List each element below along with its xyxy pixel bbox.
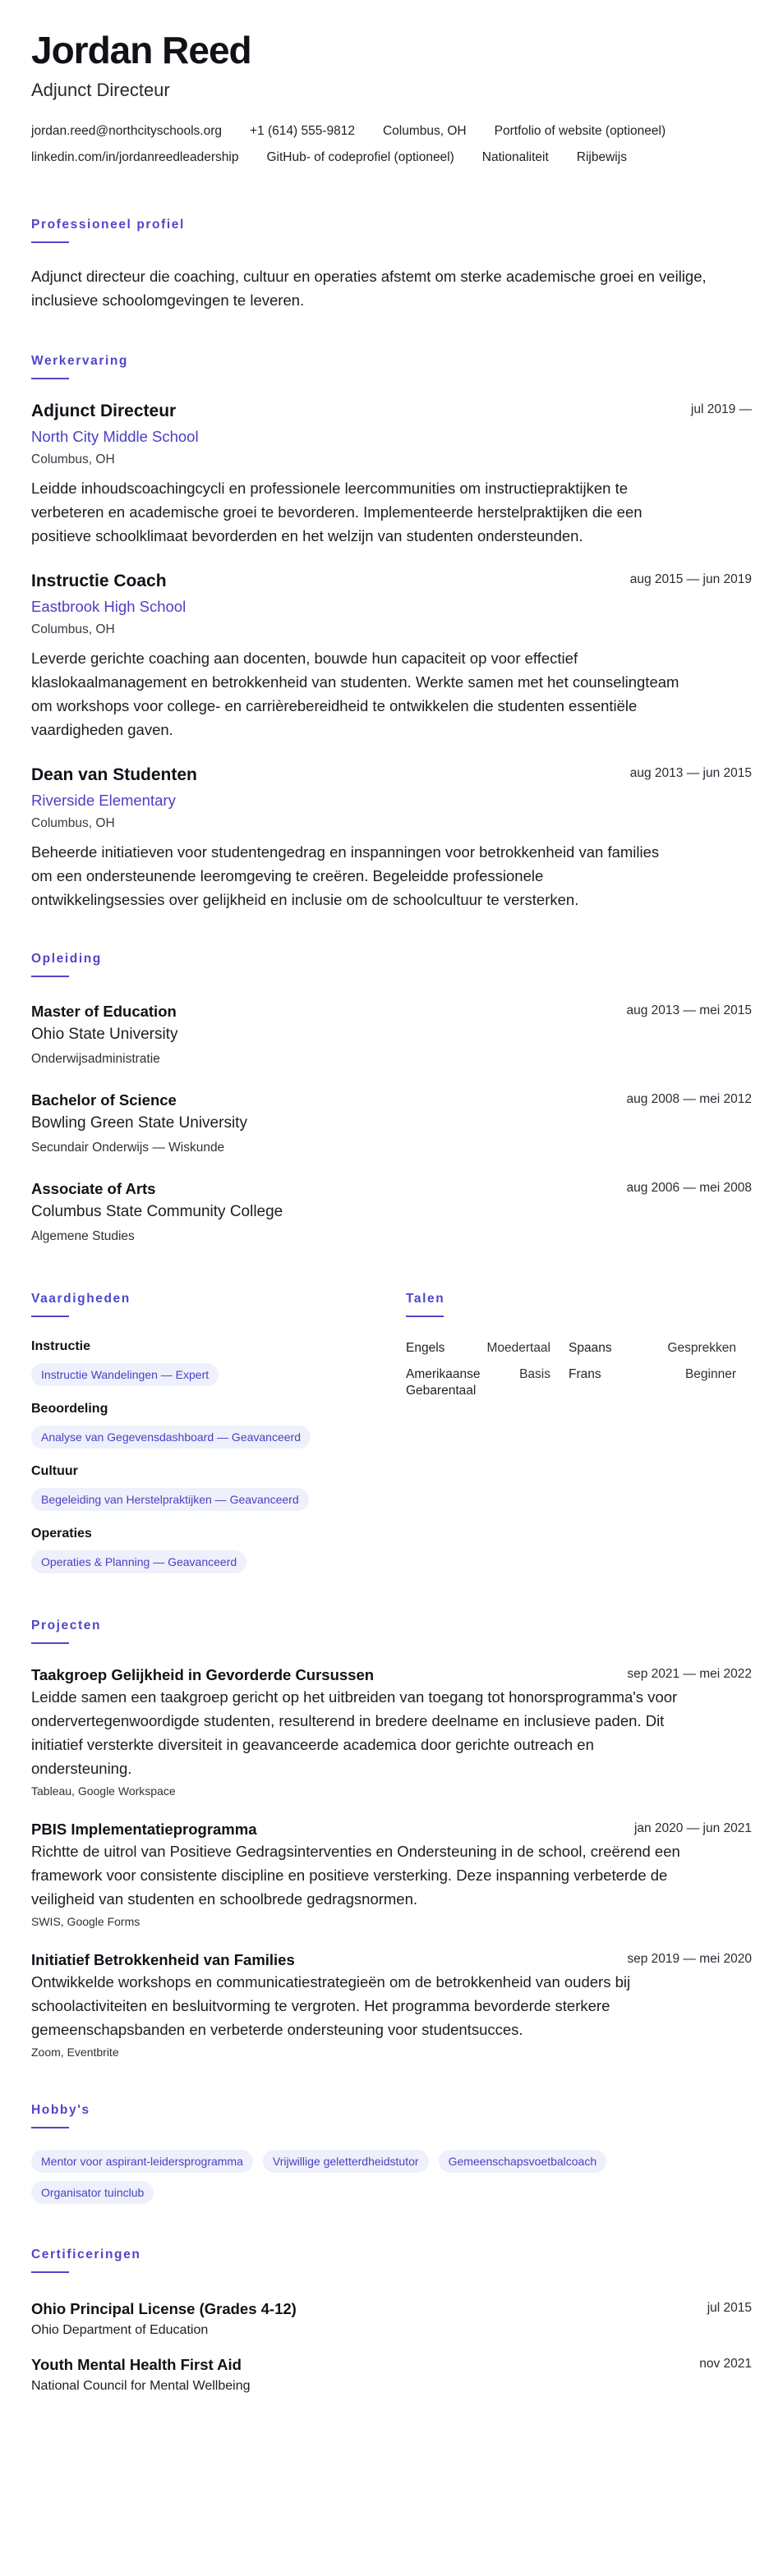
job-company: Riverside Elementary [31, 792, 176, 809]
project-description: Richtte de uitrol van Positieve Gedragsinterventies en Ondersteuning in de school, creërend een framework voor consistente discipline en positieve versterking. Deze inspanning verbeterde de veiligheid van studenten en schoolbrede gedragsnormen. [31, 1843, 680, 1908]
job-location: Columbus, OH [31, 622, 115, 636]
education-school: Columbus State Community College [31, 1203, 283, 1220]
job-title: Instructie Coach [31, 572, 167, 590]
education-degree: Associate of Arts [31, 1180, 156, 1197]
section-title-profile: Professioneel profiel [31, 218, 185, 232]
experience-section [31, 353, 752, 911]
hobby-chip: Vrijwillige geletterdheidstutor [263, 2150, 429, 2173]
language-level: Gesprekken [667, 1341, 736, 1355]
education-degree: Master of Education [31, 1003, 177, 1020]
skills-languages-row [31, 1291, 752, 1573]
project-entry [31, 1950, 752, 2059]
section-divider [31, 241, 69, 243]
project-title: Taakgroep Gelijkheid in Gevorderde Cursussen [31, 1666, 375, 1683]
project-description: Ontwikkelde workshops en communicatiestrategieën om de betrokkenheid van ouders bij schoolactiviteiten en besluitvorming te vergroten. Het programma bevorderde sterkere gemeenschapsbanden en verbeterde ondersteuning voor studentsucces. [31, 1973, 631, 2038]
languages-section [406, 1291, 751, 1573]
hobby-chip: Mentor voor aspirant-leidersprogramma [31, 2150, 253, 2173]
contact-linkedin[interactable]: linkedin.com/in/jordanreedleadership [31, 150, 239, 164]
certification-date: nov 2021 [699, 2357, 752, 2371]
language-level: Basis [519, 1367, 550, 1381]
project-dates: sep 2019 — mei 2020 [627, 1952, 752, 1966]
hobby-chip: Gemeenschapsvoetbalcoach [439, 2150, 607, 2173]
skill-category: Operaties [31, 1527, 92, 1541]
job-description: Leidde inhoudscoachingcycli en professionele leercommunities om instructiepraktijken te verbeteren en academische groei te bevorderen. Implementeerde herstelpraktijken die een positieve schoolklimaat bevorderden en het welzijn van studenten ondersteunden. [31, 480, 643, 544]
certification-name: Youth Mental Health First Aid [31, 2356, 242, 2373]
skill-category: Beoordeling [31, 1402, 108, 1416]
job-title: Dean van Studenten [31, 765, 197, 784]
contact-portfolio[interactable]: Portfolio of website (optioneel) [494, 124, 666, 138]
job-location: Columbus, OH [31, 452, 115, 466]
resume-header [31, 30, 752, 166]
education-degree: Bachelor of Science [31, 1091, 177, 1109]
language-level: Moedertaal [486, 1341, 550, 1355]
skill-group [31, 1526, 406, 1573]
candidate-name: Jordan Reed [31, 29, 251, 71]
section-divider [31, 1642, 69, 1644]
education-dates: aug 2006 — mei 2008 [626, 1181, 752, 1195]
certification-date: jul 2015 [707, 2301, 752, 2315]
job-description: Leverde gerichte coaching aan docenten, bouwde hun capaciteit op voor effectief klaslokaalmanagement en betrokkenheid van studenten. Werkte samen met het counselingteam om workshops voor college- en carrièrebereidheid te ontwikkelen die studenten essentiële vaardigheden gaven. [31, 650, 679, 738]
section-divider [31, 2127, 69, 2128]
education-field: Algemene Studies [31, 1229, 135, 1243]
education-school: Ohio State University [31, 1026, 178, 1043]
education-entry [31, 1002, 752, 1068]
job-entry [31, 571, 752, 742]
skill-group [31, 1463, 406, 1511]
education-dates: aug 2013 — mei 2015 [626, 1003, 752, 1017]
section-title-certifications: Certificeringen [31, 2248, 141, 2261]
project-entry [31, 1820, 752, 1929]
skill-chip: Analyse van Gegevensdashboard — Geavanceerd [31, 1426, 311, 1449]
job-dates: aug 2013 — jun 2015 [629, 766, 752, 780]
skill-group [31, 1401, 406, 1449]
section-divider [406, 1316, 444, 1317]
job-location: Columbus, OH [31, 816, 115, 830]
certification-name: Ohio Principal License (Grades 4-12) [31, 2300, 297, 2317]
project-entry [31, 1665, 752, 1798]
section-title-hobbies: Hobby's [31, 2103, 90, 2117]
section-title-experience: Werkervaring [31, 354, 128, 368]
project-tools: SWIS, Google Forms [31, 1915, 140, 1928]
job-title: Adjunct Directeur [31, 402, 177, 420]
language-name: Frans [569, 1367, 601, 1381]
project-dates: jan 2020 — jun 2021 [633, 1821, 752, 1835]
education-entry [31, 1179, 752, 1245]
certification-entry [31, 2355, 752, 2395]
education-school: Bowling Green State University [31, 1114, 247, 1132]
contact-list [31, 123, 752, 166]
skill-category: Cultuur [31, 1464, 78, 1478]
contact-nationality: Nationaliteit [481, 150, 549, 164]
profile-summary: Adjunct directeur die coaching, cultuur en operaties afstemt om sterke academische groei en veilige, inclusieve schoolomgevingen te leveren. [31, 268, 707, 309]
language-name: Spaans [569, 1341, 612, 1355]
skill-group [31, 1339, 406, 1386]
job-dates: jul 2019 — [690, 402, 752, 416]
project-tools: Tableau, Google Workspace [31, 1784, 176, 1798]
section-title-languages: Talen [406, 1292, 445, 1306]
skill-chip: Operaties & Planning — Geavanceerd [31, 1550, 246, 1573]
education-entry [31, 1091, 752, 1156]
section-title-skills: Vaardigheden [31, 1292, 131, 1306]
language-name: Amerikaanse Gebarentaal [406, 1367, 481, 1398]
section-title-education: Opleiding [31, 952, 102, 966]
certifications-section [31, 2247, 752, 2395]
contact-location: Columbus, OH [382, 124, 467, 138]
hobbies-section [31, 2102, 752, 2204]
skill-category: Instructie [31, 1339, 91, 1353]
candidate-title: Adjunct Directeur [31, 80, 170, 100]
hobby-chip: Organisator tuinclub [31, 2181, 154, 2204]
education-dates: aug 2008 — mei 2012 [626, 1092, 752, 1106]
job-dates: aug 2015 — jun 2019 [629, 572, 752, 586]
job-company: Eastbrook High School [31, 598, 187, 615]
section-divider [31, 976, 69, 977]
contact-github[interactable]: GitHub- of codeprofiel (optioneel) [266, 150, 454, 164]
job-entry [31, 401, 752, 548]
project-title: PBIS Implementatieprogramma [31, 1821, 257, 1838]
job-company: North City Middle School [31, 428, 199, 445]
certification-issuer: National Council for Mental Wellbeing [31, 2379, 251, 2393]
section-title-projects: Projecten [31, 1619, 102, 1632]
job-entry [31, 765, 752, 911]
contact-phone[interactable]: +1 (614) 555-9812 [250, 124, 355, 138]
section-divider [31, 378, 69, 379]
project-description: Leidde samen een taakgroep gericht op het uitbreiden van toegang tot honorsprogramma's voor ondervertegenwoordigde studenten, resulterend in bredere deelname en inclusieve paden. Dit initiatief versterkte diversiteit in geavanceerde academica door gerichte outreach en ondersteuning. [31, 1688, 678, 1777]
certification-issuer: Ohio Department of Education [31, 2323, 209, 2337]
skills-section [31, 1291, 406, 1573]
certification-entry [31, 2299, 752, 2339]
education-field: Secundair Onderwijs — Wiskunde [31, 1141, 225, 1155]
profile-section [31, 217, 752, 312]
project-dates: sep 2021 — mei 2022 [627, 1667, 752, 1681]
education-field: Onderwijsadministratie [31, 1052, 160, 1066]
contact-license: Rijbewijs [576, 150, 627, 164]
section-divider [31, 2271, 69, 2273]
section-divider [31, 1316, 69, 1317]
hobby-list [31, 2150, 721, 2204]
skill-chip: Begeleiding van Herstelpraktijken — Geavanceerd [31, 1488, 309, 1511]
job-description: Beheerde initiatieven voor studentengedrag en inspanningen voor betrokkenheid van families om een ondersteunende leeromgeving te creëren. Begeleidde professionele ontwikkelingsessies over gelijkheid en inclusie om de schoolcultuur te versterken. [31, 843, 660, 908]
language-name: Engels [406, 1341, 445, 1355]
project-tools: Zoom, Eventbrite [31, 2046, 119, 2059]
language-list [406, 1340, 751, 1399]
project-title: Initiatief Betrokkenheid van Families [31, 1951, 295, 1968]
projects-section [31, 1618, 752, 2059]
contact-email[interactable]: jordan.reed@northcityschools.org [31, 124, 222, 138]
skill-chip: Instructie Wandelingen — Expert [31, 1363, 219, 1386]
education-section [31, 951, 752, 1245]
language-level: Beginner [684, 1367, 736, 1381]
